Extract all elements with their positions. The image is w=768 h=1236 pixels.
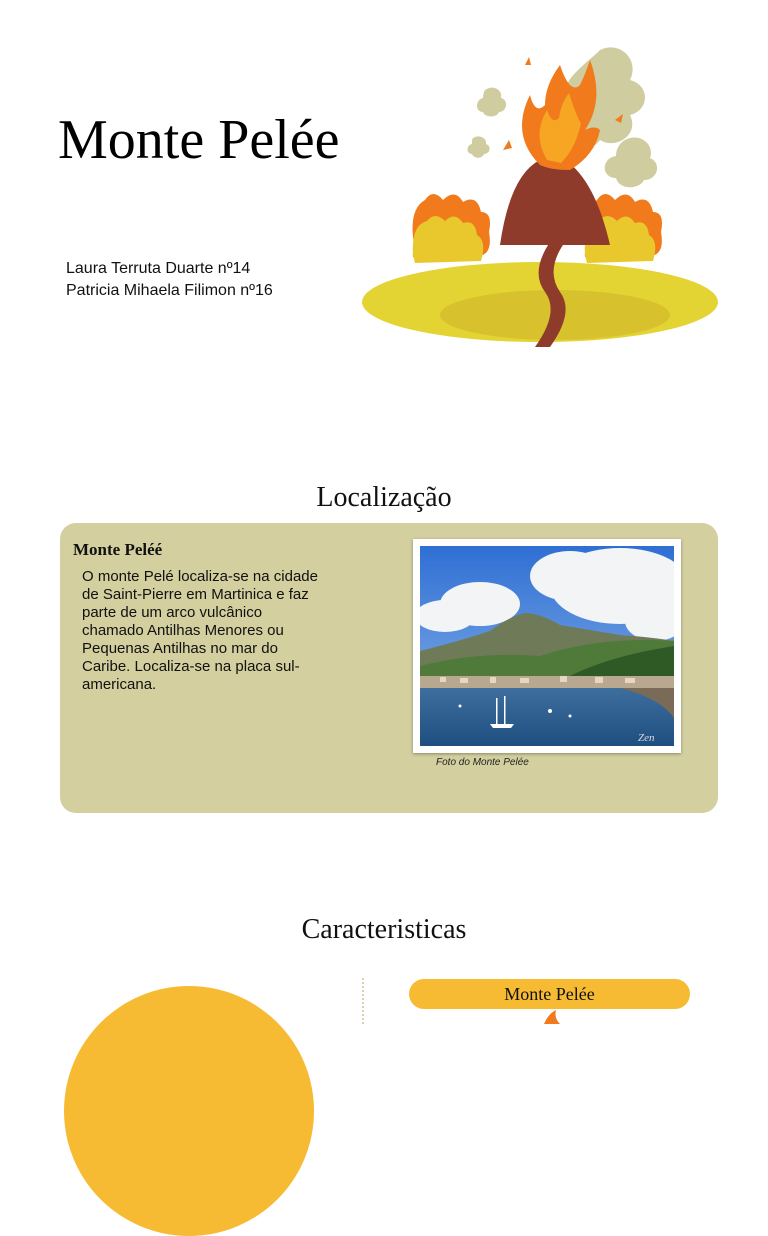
author-2: Patricia Mihaela Filimon nº16 <box>66 282 273 299</box>
photo-watermark: Zen <box>638 732 655 744</box>
volcano-illustration <box>355 30 725 350</box>
divider <box>362 978 364 1024</box>
location-text: O monte Pelé localiza-se na cidade de Saint-Pierre em Martinica e faz parte de um arco vulcânico chamado Antilhas Menores ou Pequenas Antilhas no mar do Caribe. Localiza-se na placa sul-americana. <box>82 568 318 693</box>
author-1: Laura Terruta Duarte nº14 <box>66 260 251 277</box>
characteristics-heading: Caracteristicas <box>301 914 467 945</box>
characteristics-pill: Monte Pelée <box>409 979 690 1009</box>
card-title: Monte Peléé <box>73 540 163 559</box>
authors <box>66 258 273 302</box>
location-heading: Localização <box>316 482 452 513</box>
monte-pelee-photo <box>420 546 674 746</box>
photo-caption: Foto do Monte Pelée <box>436 757 529 768</box>
flame-icon <box>530 1010 570 1024</box>
photo-frame <box>413 539 681 753</box>
page-title: Monte Pelée <box>58 109 340 171</box>
bushes-left <box>413 194 490 263</box>
